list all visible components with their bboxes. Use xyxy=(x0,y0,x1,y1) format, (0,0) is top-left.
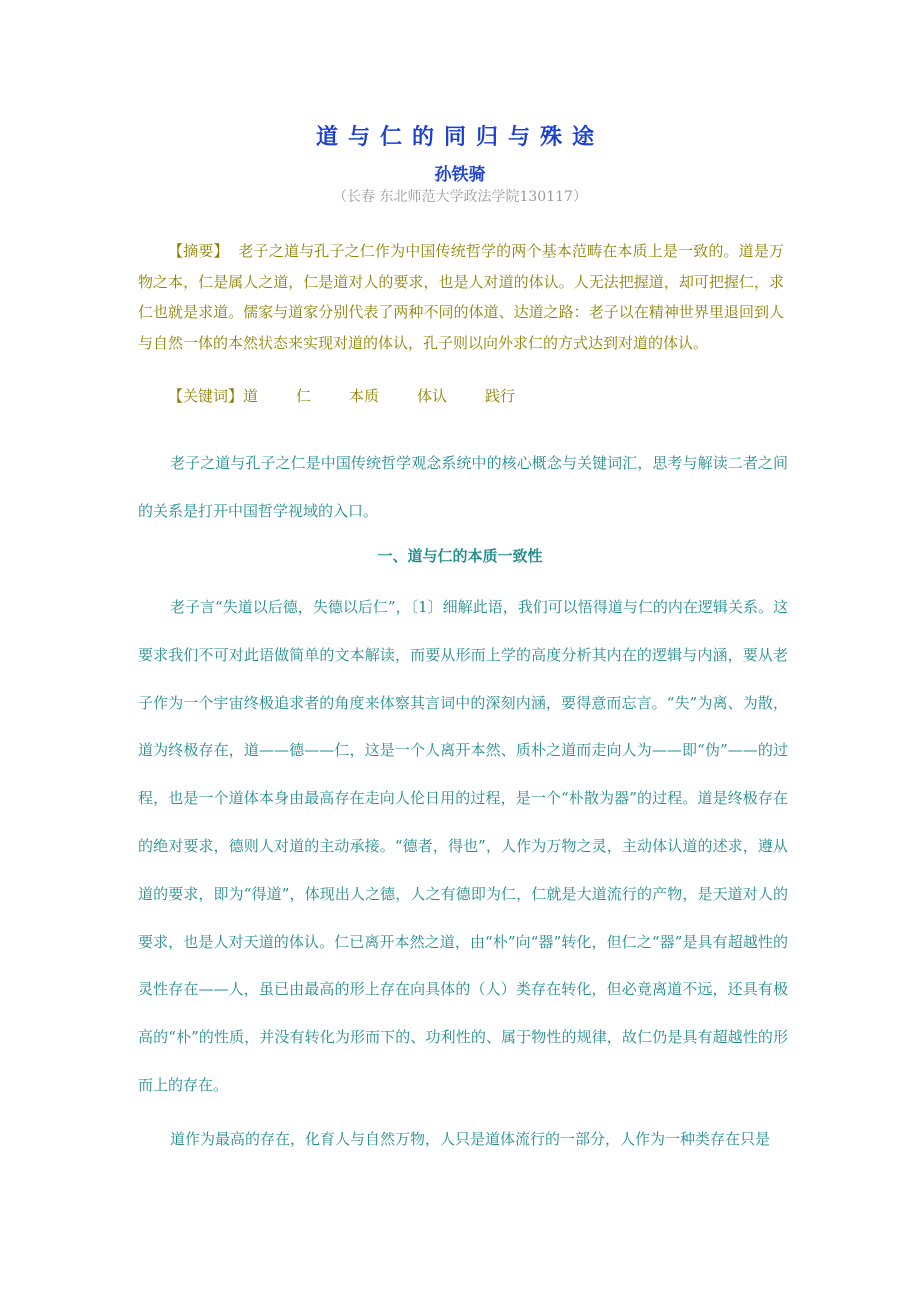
intro-block xyxy=(138,440,788,536)
keyword: 本质 xyxy=(349,387,380,405)
body-paragraph-block xyxy=(138,1116,788,1164)
body-paragraph-block xyxy=(138,584,788,1110)
author-name: 孙铁骑 xyxy=(434,165,486,185)
paper-title: 道与仁的同归与殊途 xyxy=(315,125,604,150)
intro-paragraph: 老子之道与孔子之仁是中国传统哲学观念系统中的核心概念与关键词汇，思考与解读二者之间的关系是打开中国哲学视域的入口。 xyxy=(138,454,788,520)
author-affiliation: （长春 东北师范大学政法学院130117） xyxy=(333,189,587,205)
keyword: 仁 xyxy=(296,387,312,405)
keywords-label: 【关键词】 xyxy=(168,387,244,405)
keywords-line xyxy=(168,382,553,410)
keyword: 践行 xyxy=(485,387,516,405)
abstract-label: 【摘要】 xyxy=(168,242,229,260)
abstract-text: 老子之道与孔子之仁作为中国传统哲学的两个基本范畴在本质上是一致的。道是万物之本，仁是属人之道，仁是道对人的要求，也是人对道的体认。人无法把握道，却可把握仁，求仁也就是求道。儒家与道家分别代表了两种不同的体道、达道之路：老子以在精神世界里退回到人与自然一体的本然状态来实现对道的体认，孔子则以向外求仁的方式达到对道的体认。 xyxy=(138,242,784,352)
abstract-block xyxy=(138,236,784,358)
keyword: 体认 xyxy=(417,387,448,405)
abstract-paragraph xyxy=(138,236,784,358)
body-paragraph: 老子言“失道以后德，失德以后仁”，〔1〕细解此语，我们可以悟得道与仁的内在逻辑关系。这要求我们不可对此语做简单的文本解读，而要从形而上学的高度分析其内在的逻辑与内涵，要从老子作为一个宇宙终极追求者的角度来体察其言词中的深刻内涵，要得意而忘言。“失”为离、为散，道为终极存在，道——德——仁，这是一个人离开本然、质朴之道而走向人为——即“伪”——的过程，也是一个道体本身由最高存在走向人伦日用的过程，是一个“朴散为器”的过程。道是终极存在的绝对要求，德则人对道的主动承接。“德者，得也”，人作为万物之灵，主动体认道的述求，遵从道的要求，即为“得道”，体现出人之德，人之有德即为仁，仁就是大道流行的产物，是天道对人的要求，也是人对天道的体认。仁已离开本然之道，由“朴”向“器”转化，但仁之“器”是具有超越性的灵性存在——人，虽已由最高的形上存在向具体的（人）类存在转化，但必竟离道不远，还具有极高的“朴”的性质，并没有转化为形而下的、功利性的、属于物性的规律，故仁仍是具有超越性的形而上的存在。 xyxy=(138,598,788,1094)
section-heading: 一、道与仁的本质一致性 xyxy=(377,547,543,565)
body-paragraph: 道作为最高的存在，化育人与自然万物，人只是道体流行的一部分，人作为一种类存在只是 xyxy=(170,1130,771,1148)
keyword: 道 xyxy=(243,387,259,405)
